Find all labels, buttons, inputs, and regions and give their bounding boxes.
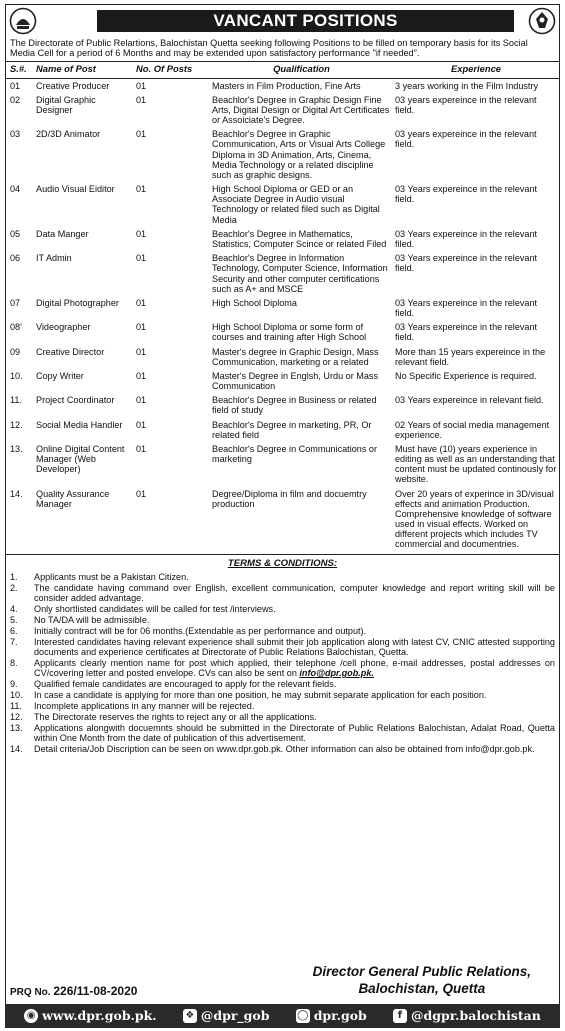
terms-item-number: 12. xyxy=(10,711,23,722)
cell-qualification: Beachlor's Degree in Graphic Design Fine Arts, Digital Design or Digital Art Certificates or Assoiciate's Degree. xyxy=(212,94,390,126)
terms-item-number: 9. xyxy=(10,678,18,689)
website-link[interactable] xyxy=(24,1009,157,1023)
terms-item-text xyxy=(34,604,555,614)
cell-no: 01 xyxy=(136,94,147,105)
terms-item-text xyxy=(34,723,555,743)
terms-item-body: Only shortlisted candidates will be called for test /interviews. xyxy=(34,603,276,614)
table-row xyxy=(6,129,559,184)
facebook-icon: f xyxy=(393,1009,407,1023)
terms-item-number: 14. xyxy=(10,743,23,754)
advertisement-frame xyxy=(5,4,560,1006)
cell-experience: 3 years working in the Film Industry xyxy=(395,80,539,91)
cell-name: IT Admin xyxy=(36,253,72,264)
terms-item-body: The candidate having command over English, excellent communication, computer knowledge and report writing skill will be consider added advantage. xyxy=(34,582,555,603)
terms-item-number: 11. xyxy=(10,700,22,711)
terms-item xyxy=(10,690,555,700)
terms-item-text xyxy=(34,583,555,603)
cell-no: 01 xyxy=(136,395,147,406)
instagram-link[interactable] xyxy=(296,1009,367,1023)
table-row xyxy=(6,371,559,395)
social-bar xyxy=(5,1004,560,1028)
terms-item-text xyxy=(34,637,555,657)
cell-experience: 03 Years expereince in the relevant field. xyxy=(395,253,538,274)
cell-name: Online Digital Content Manager (Web Developer) xyxy=(36,443,125,475)
cell-qualification: Degree/Diploma in film and docuemtry production xyxy=(212,488,367,509)
cell-qualification: Master's Degree in Englsh, Urdu or Mass Communication xyxy=(212,370,378,392)
terms-item-body: Initially contract will be for 06 months.(Extendable as per performance and output). xyxy=(34,625,367,636)
cell-experience: Must have (10) years experience in editing as well as an understanding that content must be updated continously for website. xyxy=(395,443,557,485)
cell-name: Digital Graphic Designer xyxy=(36,94,96,115)
terms-item-text xyxy=(34,701,555,711)
cell-experience: 03 Years expereince in the relevant field. xyxy=(395,297,538,319)
cell-no: 01 xyxy=(136,253,147,264)
prq-value: 226/11-08-2020 xyxy=(53,984,138,998)
cell-name: Creative Producer xyxy=(36,80,110,91)
terms-item xyxy=(10,626,555,636)
cell-no: 01 xyxy=(136,80,147,91)
government-emblem-icon xyxy=(9,7,37,35)
terms-item-body: The Directorate reserves the rights to reject any or all the applications. xyxy=(34,711,317,722)
terms-item-number: 13. xyxy=(10,722,23,733)
cell-name: Copy Writer xyxy=(36,370,84,381)
terms-item-number: 8. xyxy=(10,657,18,668)
terms-item-text xyxy=(34,572,555,582)
terms-item-number: 7. xyxy=(10,636,18,647)
table-row xyxy=(6,322,559,346)
cell-no: 01 xyxy=(136,370,147,381)
terms-item-body: No TA/DA will be admissible. xyxy=(34,614,150,625)
terms-list xyxy=(10,572,555,754)
cell-name: Data Manger xyxy=(36,228,89,239)
terms-item-number: 6. xyxy=(10,625,18,636)
terms-item-text xyxy=(34,690,555,700)
cell-sn: 05 xyxy=(10,228,21,239)
cell-no: 01 xyxy=(136,322,147,333)
cell-qualification: Master's degree in Graphic Design, Mass Communication, marketing or a related xyxy=(212,346,379,367)
cell-no: 01 xyxy=(136,129,147,140)
header xyxy=(6,5,559,37)
terms-item-body: Applicants must be a Pakistan Citizen. xyxy=(34,571,189,582)
terms-item xyxy=(10,679,555,689)
twitter-link[interactable] xyxy=(183,1009,270,1023)
terms-item-text xyxy=(34,658,555,678)
globe-icon: ◉ xyxy=(24,1009,38,1023)
cell-sn: 04 xyxy=(10,184,21,195)
cell-name: 2D/3D Animator xyxy=(36,129,101,140)
page-title: VANCANT POSITIONS xyxy=(97,10,514,32)
instagram-text: dpr.gob xyxy=(313,1007,367,1023)
instagram-icon: ◯ xyxy=(297,1010,309,1021)
cell-sn: 08' xyxy=(10,322,22,333)
balochistan-emblem-icon xyxy=(528,7,556,35)
cell-experience: 03 Years expereince in the relevant filed. xyxy=(395,228,538,249)
cell-qualification: Beachlor's Degree in Business or related field of study xyxy=(212,395,377,416)
cell-experience: 03 years expereince in the relevant field. xyxy=(395,94,537,115)
website-text: www.dpr.gob.pk. xyxy=(42,1007,157,1023)
table-row xyxy=(6,298,559,322)
table-row xyxy=(6,95,559,130)
cell-experience: 03 Years expereince in relevant field. xyxy=(395,395,544,406)
terms-item-number: 10. xyxy=(10,689,23,700)
cell-sn: 07 xyxy=(10,297,21,308)
header-qualification: Qualification xyxy=(210,62,393,78)
cell-sn: 01 xyxy=(10,80,21,91)
cell-sn: 06 xyxy=(10,253,21,264)
terms-title: TERMS & CONDITIONS: xyxy=(227,557,338,569)
twitter-icon: ❖ xyxy=(183,1009,197,1023)
cell-qualification: High School Diploma or GED or an Associate Degree in Audio visual Technology or related filed such as Digital Media xyxy=(212,184,380,225)
terms-section xyxy=(6,554,559,755)
cell-sn: 11. xyxy=(10,395,22,406)
facebook-text: @dgpr.balochistan xyxy=(410,1007,541,1023)
cell-qualification: Beachlor's Degree in Communications or marketing xyxy=(212,443,377,465)
director-line-2: Balochistan, Quetta xyxy=(358,980,486,996)
terms-item-text xyxy=(34,712,555,722)
terms-item-text xyxy=(34,744,555,754)
cell-sn: 14. xyxy=(10,488,23,499)
terms-item xyxy=(10,615,555,625)
cell-qualification: Masters in Film Production, Fine Arts xyxy=(212,80,361,91)
terms-item-text xyxy=(34,615,555,625)
cell-qualification: High School Diploma or some form of courses and training after High School xyxy=(212,322,367,343)
cell-no: 01 xyxy=(136,443,147,454)
terms-item xyxy=(10,701,555,711)
cell-qualification: Beachlor's Degree in Graphic Communication, Arts or Visual Arts College Diploma in 3D Animation, Arts, Cinema, Media Technology or a related discipline such as graphic designs. xyxy=(212,129,386,180)
cell-experience: No Specific Experience is required. xyxy=(395,370,537,381)
header-experience: Experience xyxy=(393,62,559,78)
terms-item xyxy=(10,583,555,603)
cell-no: 01 xyxy=(136,346,147,357)
cell-experience: 03 Years expereince in the relevant field. xyxy=(395,322,538,343)
terms-item xyxy=(10,572,555,582)
table-row xyxy=(6,253,559,298)
cell-no: 01 xyxy=(136,488,147,499)
cell-experience: 02 Years of social media management experience. xyxy=(395,419,550,440)
terms-item-body: Qualified female candidates are encouraged to apply for the relevant fields. xyxy=(34,678,337,689)
cell-sn: 03 xyxy=(10,129,21,140)
cell-sn: 12. xyxy=(10,419,23,430)
facebook-link[interactable] xyxy=(393,1009,541,1023)
cell-no: 01 xyxy=(136,228,147,239)
terms-item-number: 1. xyxy=(10,571,18,582)
table-row xyxy=(6,347,559,371)
header-sn: S.#. xyxy=(6,62,34,78)
terms-item-text xyxy=(34,679,555,689)
cell-name: Project Coordinator xyxy=(36,395,115,406)
cell-sn: 13. xyxy=(10,443,23,454)
table-header-row xyxy=(6,62,559,78)
twitter-text: @dpr_gob xyxy=(200,1007,270,1023)
terms-item-number: 5. xyxy=(10,614,18,625)
terms-item-number: 4. xyxy=(10,603,18,614)
cell-name: Social Media Handler xyxy=(36,419,123,430)
table-row xyxy=(6,444,559,489)
intro-text: The Directorate of Public Relartions, Balochistan Quetta seeking following Positions to be filled on temporary basis for its Social Media Cell for a period of 6 Months and may be extended upon satisfactory performance "if needed". xyxy=(6,37,559,62)
terms-item xyxy=(10,744,555,754)
positions-table xyxy=(6,62,559,554)
cell-no: 01 xyxy=(136,419,147,430)
table-row xyxy=(6,184,559,229)
cell-sn: 10. xyxy=(10,370,23,381)
terms-item xyxy=(10,712,555,722)
table-row xyxy=(6,420,559,444)
footer-signature xyxy=(6,960,559,1006)
cell-qualification: Beachlor's Degree in Information Technology, Computer Science, Information Security and other computer certifications such as A+ and MSCE xyxy=(212,253,388,294)
terms-item-body: Incomplete applications in any manner will be rejected. xyxy=(34,700,255,711)
cell-sn: 09 xyxy=(10,346,21,357)
terms-item xyxy=(10,723,555,743)
email-link[interactable]: info@dpr.gob.pk. xyxy=(299,668,374,678)
cell-no: 01 xyxy=(136,184,147,195)
table-row xyxy=(6,78,559,95)
cell-qualification: Beachlor's Degree in Mathematics, Statistics, Computer Scince or related Filed xyxy=(212,228,387,249)
cell-name: Creative Director xyxy=(36,346,105,357)
terms-item-body: Detail criteria/Job Discription can be seen on www.dpr.gob.pk. Other information can also be obtained from info@dpr.gob.pk. xyxy=(34,743,535,754)
table-row xyxy=(6,395,559,419)
cell-experience: 03 years expereince in the relevant field. xyxy=(395,129,537,150)
cell-name: Videographer xyxy=(36,322,91,333)
terms-item xyxy=(10,637,555,657)
cell-name: Digital Photographer xyxy=(36,297,119,308)
prq-number xyxy=(10,985,137,999)
cell-qualification: High School Diploma xyxy=(212,297,297,308)
cell-qualification: Beachlor's Degree in marketing, PR, Or related field xyxy=(212,419,372,440)
cell-experience: Over 20 years of experince in 3D/visual effects and animation Production. Comprehensive knowledge of software used in visual effects. Worked on different projects which includes TV commercial and documentries. xyxy=(395,488,554,550)
cell-experience: More than 15 years expereince in the relevant field. xyxy=(395,346,546,367)
header-name: Name of Post xyxy=(34,62,134,78)
terms-item-text xyxy=(34,626,555,636)
terms-item-body: Interested candidates having relevant experience shall submit their job application along with latest CV, CNIC attested supporting documents and experience certificates at Directorate of Public Relations Balochistan, Quetta. xyxy=(34,636,555,657)
terms-item xyxy=(10,604,555,614)
cell-name: Quality Assurance Manager xyxy=(36,488,110,509)
cell-no: 01 xyxy=(136,297,147,308)
header-no: No. Of Posts xyxy=(134,62,210,78)
terms-item-body: Applications alongwith docuemnts should be submitted in the Directorate of Public Relations Balochistan, Adalat Road, Quetta within One Month from the date of publication of this advertisement. xyxy=(34,722,555,744)
terms-item-body: Applicants clearly mention name for post which applied, their telephone /cell phone, e-mail addresses, postal addresses on CV/covering letter and posted envelope. CVs can also be sent on xyxy=(34,657,555,678)
director-signature xyxy=(313,964,531,998)
terms-item xyxy=(10,658,555,678)
terms-item-body: In case a candidate is applying for more than one position, he may submit separate application for each position. xyxy=(34,689,487,700)
table-row xyxy=(6,489,559,554)
table-row xyxy=(6,229,559,253)
director-line-1: Director General Public Relations, xyxy=(312,964,531,979)
cell-experience: 03 Years expereince in the relevant field. xyxy=(395,184,538,205)
terms-item-number: 2. xyxy=(10,582,18,593)
cell-name: Audio Visual Eiditor xyxy=(36,184,115,195)
cell-sn: 02 xyxy=(10,94,21,105)
prq-label: PRQ No. xyxy=(10,987,51,998)
